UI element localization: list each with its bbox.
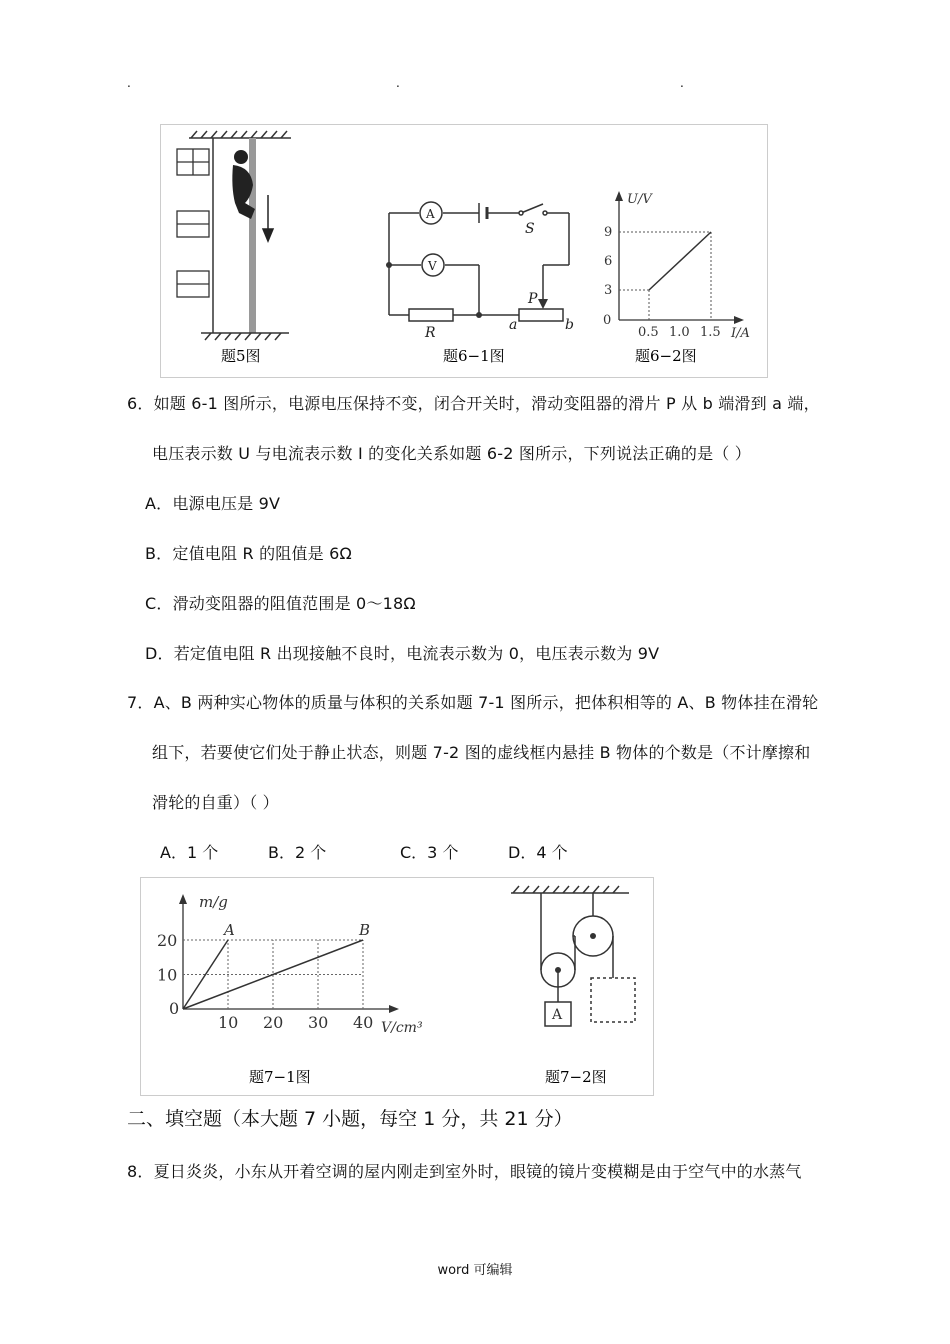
footer: word 可编辑	[437, 1263, 513, 1278]
switch	[519, 204, 547, 215]
q7-option-a: A．1 个	[160, 843, 219, 862]
ui-xtick: 1.0	[669, 325, 690, 340]
pulley-system	[541, 893, 613, 1002]
ui-origin: 0	[603, 313, 612, 328]
ui-graph-axes	[619, 199, 736, 320]
end-b-label: b	[565, 317, 574, 333]
ui-xtick: 0.5	[638, 325, 659, 340]
x-axis-arrow	[734, 316, 744, 324]
chart-x-arrow	[389, 1005, 399, 1013]
caption-fig7-1: 题7−1图	[249, 1068, 311, 1086]
junction	[476, 312, 482, 318]
battery	[479, 203, 487, 223]
q8-line1: 8．夏日炎炎，小东从开着空调的屋内刚走到室外时，眼镜的镜片变模糊是由于空气中的水蒸气	[127, 1162, 802, 1181]
block-a-label: A	[552, 1007, 563, 1023]
x-tick-label: 10	[218, 1013, 239, 1032]
q6-line2: 电压表示数 U 与电流表示数 I 的变化关系如题 6-2 图所示，下列说法正确的是（ ）	[152, 444, 751, 463]
x-tick-label: 30	[308, 1013, 329, 1032]
down-arrow-icon	[263, 195, 273, 241]
ui-graph-line	[649, 232, 711, 290]
q6-line1: 6．如题 6-1 图所示，电源电压保持不变，闭合开关时，滑动变阻器的滑片 P 从 b 端滑到 a 端，	[127, 394, 820, 413]
caption-fig5: 题5图	[221, 347, 261, 365]
q7-line2: 组下，若要使它们处于静止状态，则题 7-2 图的虚线框内悬挂 B 物体的个数是（不计摩擦和	[152, 743, 811, 762]
y-axis-arrow	[615, 191, 623, 201]
figure-7	[140, 877, 654, 1096]
slider-arrow	[538, 299, 548, 309]
q6-option-a: A．电源电压是 9V	[145, 494, 281, 513]
section-heading: 二、填空题（本大题 7 小题，每空 1 分，共 21 分）	[127, 1108, 573, 1130]
q7-line1: 7．A、B 两种实心物体的质量与体积的关系如题 7-1 图所示，把体积相等的 A、B 物体挂在滑轮	[127, 693, 819, 712]
q7-option-b: B．2 个	[268, 843, 327, 862]
chart-ylabel: m/g	[199, 893, 228, 911]
caption-fig6-1: 题6−1图	[443, 347, 505, 365]
y-tick-label: 10	[157, 965, 178, 985]
slider-label: P	[528, 291, 538, 307]
q7-option-c: C．3 个	[400, 843, 459, 862]
windows	[177, 149, 209, 297]
ui-ytick: 9	[604, 225, 613, 240]
ui-ylabel: U/V	[627, 192, 652, 207]
q6-option-d: D．若定值电阻 R 出现接触不良时，电流表示数为 0，电压表示数为 9V	[145, 644, 660, 663]
x-tick-label: 40	[353, 1013, 374, 1032]
ground	[201, 333, 289, 340]
header-dot: .	[127, 76, 131, 90]
voltmeter-label: V	[428, 259, 437, 273]
q6-option-b: B．定值电阻 R 的阻值是 6Ω	[145, 544, 352, 563]
dashed-frame	[591, 978, 635, 1022]
ui-xlabel: I/A	[731, 326, 750, 341]
chart-xlabel: V/cm³	[381, 1020, 423, 1036]
switch-label: S	[525, 221, 535, 237]
caption-fig6-2: 题6−2图	[635, 347, 697, 365]
figure-7-svg	[141, 878, 653, 1095]
ui-xtick: 1.5	[700, 325, 721, 340]
chart-series	[183, 921, 370, 1009]
header-dot: .	[396, 76, 400, 90]
series-label-A: A	[224, 921, 235, 939]
chart-ticks	[157, 931, 373, 1032]
caption-fig7-2: 题7−2图	[545, 1068, 607, 1086]
figure-5-6-svg	[161, 125, 767, 377]
ceiling	[189, 131, 291, 138]
movable-pulley-axle	[555, 967, 561, 973]
y-tick-label: 20	[157, 931, 178, 950]
header-dot: .	[680, 76, 684, 90]
mass-volume-chart	[157, 893, 423, 1036]
chart-origin: 0	[169, 999, 180, 1018]
series-label-B: B	[359, 921, 371, 939]
fixed-pulley-axle	[590, 933, 596, 939]
pulley-ceiling	[511, 886, 629, 893]
q6-option-c: C．滑动变阻器的阻值范围是 0～18Ω	[145, 594, 416, 613]
junction	[386, 262, 392, 268]
figure-5-6	[160, 124, 768, 378]
x-tick-label: 20	[263, 1013, 284, 1032]
chart-axes	[183, 902, 391, 1009]
end-a-label: a	[509, 317, 518, 333]
q7-option-d: D．4 个	[508, 843, 568, 862]
ui-ytick: 6	[604, 254, 613, 269]
pole	[249, 138, 256, 333]
ammeter-label: A	[426, 207, 435, 221]
resistor-label: R	[425, 325, 436, 341]
chart-y-arrow	[179, 894, 187, 904]
ui-ytick: 3	[604, 283, 613, 298]
q7-line3: 滑轮的自重）（ ）	[152, 793, 279, 812]
series-line-A	[183, 940, 228, 1009]
